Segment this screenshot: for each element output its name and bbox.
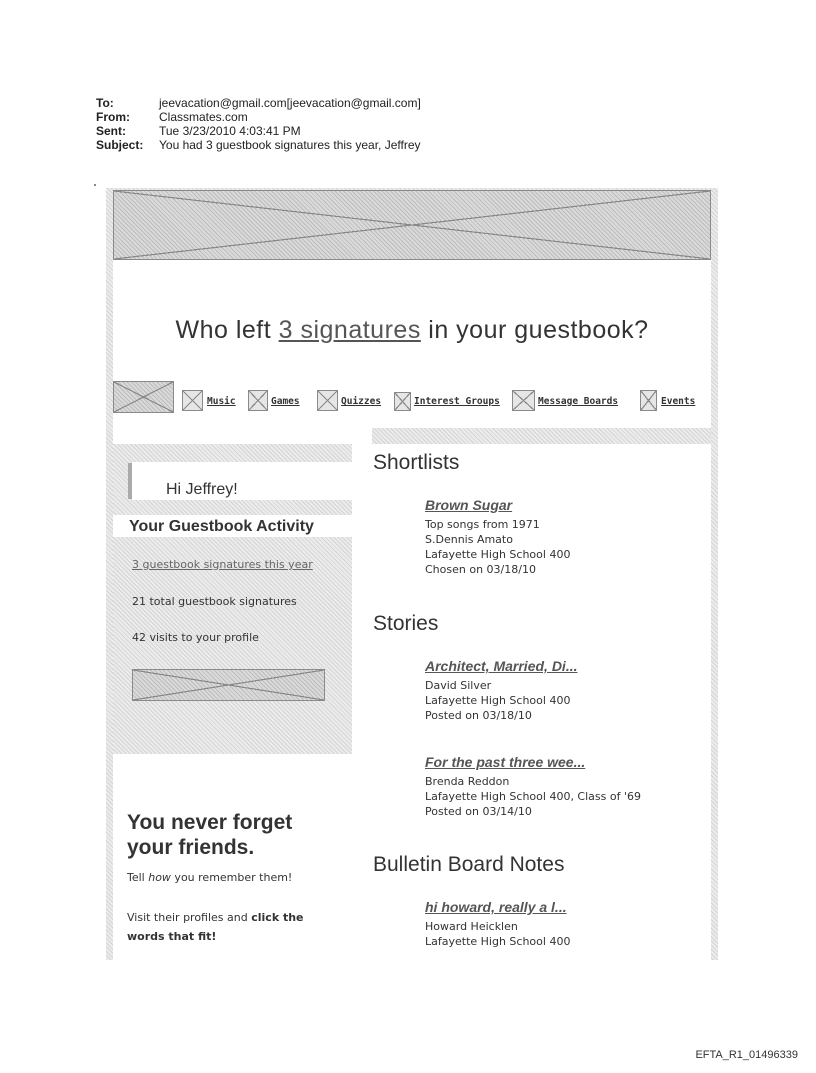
story-line: Lafayette High School 400 [425, 694, 571, 707]
to-label: To: [96, 96, 114, 110]
greeting-box [132, 462, 352, 500]
logo-image-placeholder[interactable] [113, 381, 174, 413]
quizzes-icon[interactable] [317, 390, 338, 411]
promo-title [127, 810, 292, 860]
shortlist-line: Lafayette High School 400 [425, 548, 571, 561]
bulletin-details [425, 919, 570, 949]
sidebar-button-image-placeholder[interactable] [132, 669, 325, 701]
promo-title-line2: your friends. [127, 836, 255, 859]
from-value: Classmates.com [159, 110, 248, 124]
games-icon[interactable] [248, 390, 268, 411]
email-header [96, 96, 421, 152]
right-column-top-bar [372, 428, 711, 444]
message-boards-icon[interactable] [512, 390, 535, 411]
from-label: From: [96, 110, 130, 124]
story-line: Posted on 03/18/10 [425, 709, 532, 722]
sent-value: Tue 3/23/2010 4:03:41 PM [159, 124, 301, 138]
promo-visit-before: Visit their profiles and [127, 911, 252, 924]
nav-music[interactable]: Music [207, 396, 236, 407]
story-title-link[interactable]: Architect, Married, Di... [425, 658, 578, 674]
total-signatures: 21 total guestbook signatures [132, 595, 297, 608]
profile-visits: 42 visits to your profile [132, 631, 259, 644]
stories-heading: Stories [373, 612, 439, 635]
bulletin-title-link[interactable]: hi howard, really a l... [425, 899, 567, 915]
headline-after: in your guestbook? [420, 316, 649, 344]
story-details [425, 774, 641, 819]
nav-message-boards[interactable]: Message Boards [538, 396, 619, 407]
bulletin-line: Howard Heicklen [425, 920, 518, 933]
subject-value: You had 3 guestbook signatures this year, Jeffrey [159, 138, 421, 152]
nav-interest-groups[interactable]: Interest Groups [414, 396, 500, 407]
activity-title: Your Guestbook Activity [129, 518, 314, 535]
shortlist-title-link[interactable]: Brown Sugar [425, 497, 513, 513]
promo-title-line1: You never forget [127, 811, 293, 834]
shortlist-line: Chosen on 03/18/10 [425, 563, 536, 576]
story-line: Posted on 03/14/10 [425, 805, 532, 818]
promo-visit [127, 908, 304, 946]
story-line: David Silver [425, 679, 492, 692]
banner-image-placeholder [113, 190, 711, 260]
promo-tell-before: Tell [127, 871, 149, 884]
story-line: Lafayette High School 400, Class of '69 [425, 790, 641, 803]
shortlist-line: S.Dennis Amato [425, 533, 513, 546]
shortlist-line: Top songs from 1971 [425, 518, 540, 531]
signatures-this-year-link[interactable]: 3 guestbook signatures this year [132, 558, 313, 571]
promo-tell-after: you remember them! [170, 871, 293, 884]
nav-games[interactable]: Games [271, 396, 300, 407]
document-id: EFTA_R1_01496339 [695, 1049, 798, 1061]
headline-before: Who left [175, 316, 279, 344]
to-value: jeevacation@gmail.com[jeevacation@gmail.com] [159, 96, 421, 110]
nav-quizzes[interactable]: Quizzes [341, 396, 382, 407]
promo-visit-bold2: words that fit! [127, 930, 217, 943]
headline [113, 316, 711, 345]
story-line: Brenda Reddon [425, 775, 510, 788]
greeting-accent-bar [128, 463, 132, 499]
stray-mark [94, 184, 96, 186]
greeting: Hi Jeffrey! [166, 481, 238, 498]
promo-tell-em: how [148, 871, 171, 884]
shortlist-details [425, 517, 570, 577]
nav-events[interactable]: Events [661, 396, 696, 407]
story-title-link[interactable]: For the past three wee... [425, 754, 586, 770]
music-icon[interactable] [182, 390, 203, 411]
subject-label: Subject: [96, 138, 144, 152]
promo-tell [127, 868, 292, 887]
shortlists-heading: Shortlists [373, 451, 460, 474]
interest-groups-icon[interactable] [394, 392, 411, 411]
story-details [425, 678, 570, 723]
bulletin-line: Lafayette High School 400 [425, 935, 571, 948]
events-icon[interactable] [640, 390, 657, 411]
signatures-link[interactable]: 3 signatures [278, 316, 421, 344]
bulletin-heading: Bulletin Board Notes [373, 853, 565, 876]
promo-visit-bold1: click the [251, 911, 304, 924]
sent-label: Sent: [96, 124, 126, 138]
